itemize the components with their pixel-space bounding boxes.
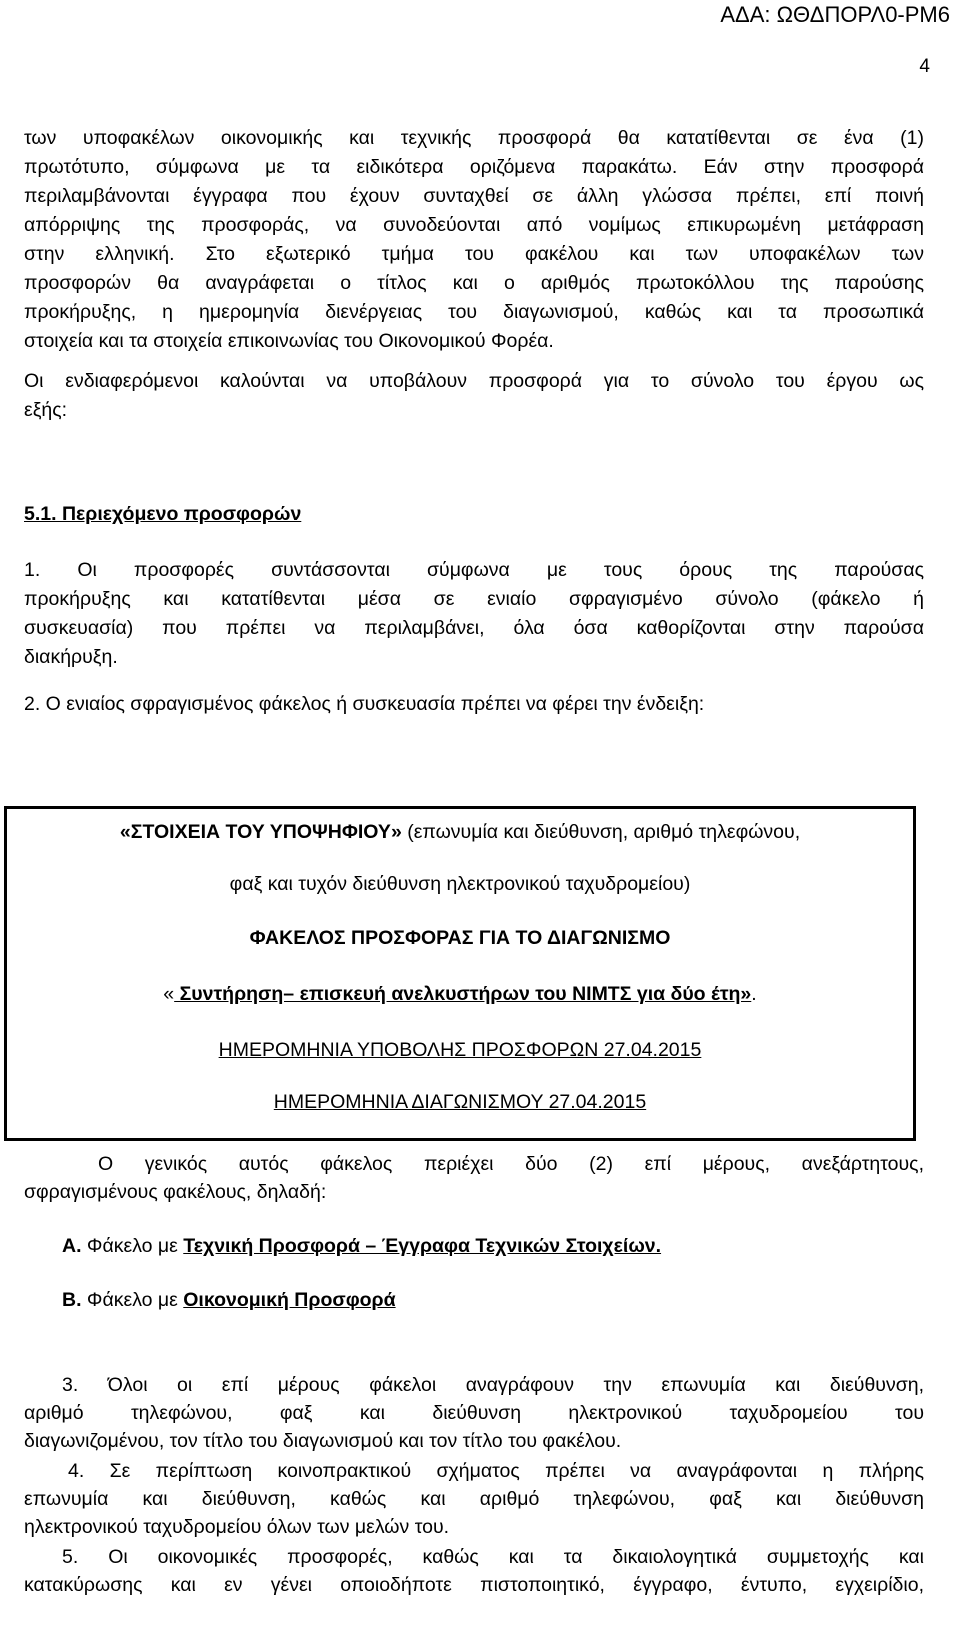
invite-line: Οι ενδιαφερόμενοι καλούνται να υποβάλουν προσφορά για το σύνολο του έργου ως [24,370,924,392]
envelope-a-letter: Α. [62,1235,82,1257]
ada-code: ΑΔΑ: ΩΘΔΠΟΡΛ0-ΡΜ6 [720,2,950,27]
item3-line: αριθμό τηλεφώνου, φαξ και διεύθυνση ηλεκτρονικού ταχυδρομείου του [24,1402,924,1424]
general-line: σφραγισμένους φακέλους, δηλαδή: [24,1181,327,1203]
general-line: Ο γενικός αυτός φάκελος περιέχει δύο (2) επί μέρους, ανεξάρτητους, [98,1153,924,1175]
item1-line: 1. Οι προσφορές συντάσσονται σύμφωνα με τους όρους της παρούσας [24,559,924,581]
candidate-line [7,821,913,844]
intro-line: περιλαμβάνονται έγγραφα που έχουν συνταχθεί σε άλλη γλώσσα πρέπει, επί ποινή [24,185,924,207]
intro-line: προσφορών θα αναγράφεται ο τίτλος και ο αριθμός πρωτοκόλλου της παρούσης [24,272,924,294]
envelope-a-title: Τεχνική Προσφορά – Έγγραφα Τεχνικών Στοιχείων. [183,1235,662,1257]
intro-line: απόρριψης της προσφοράς, να συνοδεύονται από νομίμως επικυρωμένη μετάφραση [24,214,924,236]
section-title: 5.1. Περιεχόμενο προσφορών [24,503,302,525]
item1-line: συσκευασία) που πρέπει να περιλαμβάνει, όλα όσα καθορίζονται στην παρούσα [24,617,924,639]
item3-line: διαγωνιζομένου, τον τίτλο του διαγωνισμού και τον τίτλο του φακέλου. [24,1430,622,1452]
candidate-line2: φαξ και τυχόν διεύθυνση ηλεκτρονικού ταχυδρομείου) [229,873,691,895]
envelope-b-text: Φάκελο με [81,1289,184,1311]
invite-line: εξής: [24,399,68,421]
envelope-b-letter: Β. [62,1289,82,1311]
subject-text: Συντήρηση– επισκευή ανελκυστήρων του ΝΙΜΤΣ για δύο έτη» [174,983,752,1005]
subject-end: . [751,983,757,1005]
envelope-a-text: Φάκελο με [81,1235,184,1257]
subject-line [7,983,913,1006]
envelope-a [62,1234,960,1259]
intro-line: προκήρυξης, η ημερομηνία διενέργειας του διαγωνισμού, καθώς και τα προσωπικά [24,301,924,323]
intro-line: των υποφακέλων οικονομικής και τεχνικής προσφορά θα κατατίθενται σε ένα (1) [24,127,924,149]
candidate-rest: (επωνυμία και διεύθυνση, αριθμό τηλεφώνου, [401,821,801,843]
item4-line: επωνυμία και διεύθυνση, καθώς και αριθμό τηλεφώνου, φαξ και διεύθυνση [24,1488,924,1510]
envelope-b-title: Οικονομική Προσφορά [183,1289,396,1311]
intro-line: στην ελληνική. Στο εξωτερικό τμήμα του φακέλου και των υποφακέλων των [24,243,924,265]
intro-line: πρωτότυπο, σύμφωνα με τα ειδικότερα οριζόμενα παρακάτω. Εάν στην προσφορά [24,156,924,178]
item4-line: 4. Σε περίπτωση κοινοπρακτικού σχήματος πρέπει να αναγράφονται η πλήρης [68,1460,924,1482]
tender-date: ΗΜΕΡΟΜΗΝΙΑ ΔΙΑΓΩΝΙΣΜΟΥ 27.04.2015 [273,1091,647,1113]
item4-line: ηλεκτρονικού ταχυδρομείου όλων των μελών του. [24,1516,450,1538]
candidate-bold: «ΣΤΟΙΧΕΙΑ ΤΟΥ ΥΠΟΨΗΦΙΟΥ» [119,821,402,843]
envelope-label-box [4,806,916,1141]
item3-line: 3. Όλοι οι επί μέρους φάκελοι αναγράφουν την επωνυμία και διεύθυνση, [62,1374,924,1396]
item1-line: διακήρυξη. [24,646,118,668]
subject-open: « [163,983,175,1005]
item5-line: 5. Οι οικονομικές προσφορές, καθώς και τα δικαιολογητικά συμμετοχής και [62,1546,924,1568]
page-number: 4 [919,56,930,77]
envelope-title: ΦΑΚΕΛΟΣ ΠΡΟΣΦΟΡΑΣ ΓΙΑ ΤΟ ΔΙΑΓΩΝΙΣΜΟ [249,927,671,949]
item5-line: κατακύρωσης και εν γένει οποιοδήποτε πιστοποιητικό, έγγραφο, έντυπο, εγχειρίδιο, [24,1574,924,1596]
envelope-b [62,1288,960,1313]
intro-line: στοιχεία και τα στοιχεία επικοινωνίας του Οικονομικού Φορέα. [24,330,554,352]
item2-line: 2. Ο ενιαίος σφραγισμένος φάκελος ή συσκευασία πρέπει να φέρει την ένδειξη: [24,693,705,715]
submission-date: ΗΜΕΡΟΜΗΝΙΑ ΥΠΟΒΟΛΗΣ ΠΡΟΣΦΟΡΩΝ 27.04.2015 [218,1039,702,1061]
item1-line: προκήρυξης και κατατίθενται μέσα σε ενιαίο σφραγισμένο σύνολο (φάκελο ή [24,588,924,610]
